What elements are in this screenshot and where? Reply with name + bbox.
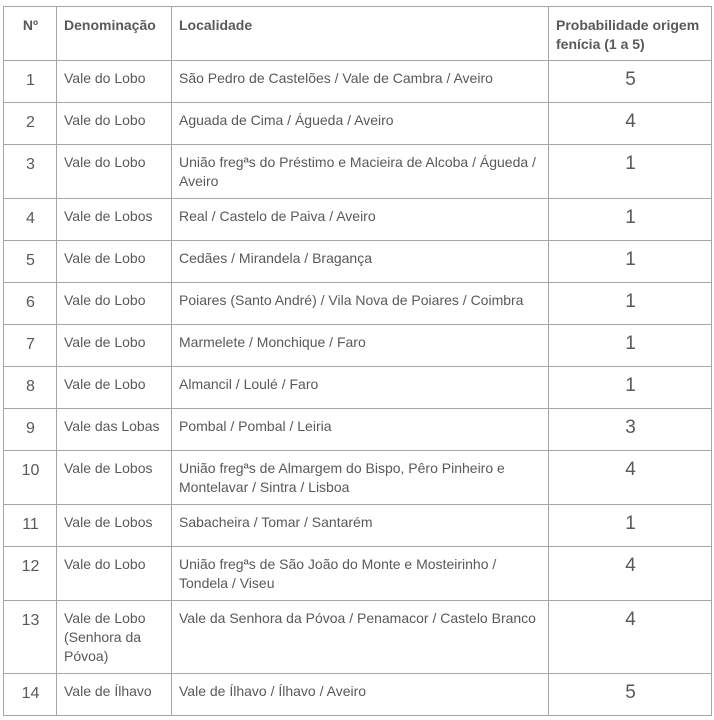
row-locality: Sabacheira / Tomar / Santarém <box>172 505 549 547</box>
table-row <box>4 451 712 505</box>
row-probability: 4 <box>549 601 712 674</box>
row-number: 9 <box>4 409 57 451</box>
row-probability: 1 <box>549 145 712 199</box>
row-locality: Real / Castelo de Paiva / Aveiro <box>172 199 549 241</box>
row-probability: 4 <box>549 547 712 601</box>
row-probability: 1 <box>549 199 712 241</box>
row-locality: Pombal / Pombal / Leiria <box>172 409 549 451</box>
table-row <box>4 367 712 409</box>
row-probability: 5 <box>549 61 712 103</box>
table-row <box>4 199 712 241</box>
row-denomination: Vale de Ílhavo <box>57 674 172 716</box>
row-denomination: Vale de Lobo <box>57 325 172 367</box>
row-locality: União fregªs de São João do Monte e Mosteirinho / Tondela / Viseu <box>172 547 549 601</box>
row-probability: 4 <box>549 451 712 505</box>
row-locality: União fregªs do Préstimo e Macieira de Alcoba / Águeda / Aveiro <box>172 145 549 199</box>
row-number: 4 <box>4 199 57 241</box>
row-locality: Almancil / Loulé / Faro <box>172 367 549 409</box>
header-probability: Probabilidade origem fenícia (1 a 5) <box>549 7 712 61</box>
table-row <box>4 505 712 547</box>
row-locality: Vale da Senhora da Póvoa / Penamacor / Castelo Branco <box>172 601 549 674</box>
row-denomination: Vale de Lobo <box>57 241 172 283</box>
row-locality: Poiares (Santo André) / Vila Nova de Poiares / Coimbra <box>172 283 549 325</box>
row-denomination: Vale de Lobos <box>57 451 172 505</box>
row-denomination: Vale de Lobo <box>57 367 172 409</box>
row-number: 13 <box>4 601 57 674</box>
row-number: 5 <box>4 241 57 283</box>
row-denomination: Vale do Lobo <box>57 61 172 103</box>
row-number: 8 <box>4 367 57 409</box>
table-row <box>4 409 712 451</box>
row-denomination: Vale do Lobo <box>57 547 172 601</box>
row-locality: Marmelete / Monchique / Faro <box>172 325 549 367</box>
row-probability: 1 <box>549 367 712 409</box>
row-number: 14 <box>4 674 57 716</box>
table-row <box>4 241 712 283</box>
table-row <box>4 103 712 145</box>
row-number: 7 <box>4 325 57 367</box>
row-denomination: Vale do Lobo <box>57 283 172 325</box>
row-denomination: Vale do Lobo <box>57 145 172 199</box>
row-probability: 1 <box>549 283 712 325</box>
row-number: 3 <box>4 145 57 199</box>
table-row <box>4 674 712 716</box>
row-locality: Aguada de Cima / Águeda / Aveiro <box>172 103 549 145</box>
header-number: Nº <box>4 7 57 61</box>
table-row <box>4 547 712 601</box>
row-denomination: Vale de Lobos <box>57 199 172 241</box>
row-denomination: Vale das Lobas <box>57 409 172 451</box>
row-number: 1 <box>4 61 57 103</box>
row-denomination: Vale de Lobos <box>57 505 172 547</box>
table-container <box>3 6 711 716</box>
row-locality: União fregªs de Almargem do Bispo, Pêro Pinheiro e Montelavar / Sintra / Lisboa <box>172 451 549 505</box>
row-locality: Vale de Ílhavo / Ílhavo / Aveiro <box>172 674 549 716</box>
row-locality: São Pedro de Castelões / Vale de Cambra / Aveiro <box>172 61 549 103</box>
table-row <box>4 145 712 199</box>
header-locality: Localidade <box>172 7 549 61</box>
row-probability: 1 <box>549 505 712 547</box>
row-denomination: Vale do Lobo <box>57 103 172 145</box>
row-probability: 1 <box>549 325 712 367</box>
row-probability: 5 <box>549 674 712 716</box>
header-row <box>4 7 712 61</box>
table-row <box>4 325 712 367</box>
row-probability: 3 <box>549 409 712 451</box>
header-denomination: Denominação <box>57 7 172 61</box>
row-denomination: Vale de Lobo (Senhora da Póvoa) <box>57 601 172 674</box>
row-probability: 1 <box>549 241 712 283</box>
toponym-table <box>3 6 712 716</box>
table-row <box>4 61 712 103</box>
row-probability: 4 <box>549 103 712 145</box>
table-row <box>4 283 712 325</box>
row-number: 2 <box>4 103 57 145</box>
row-number: 11 <box>4 505 57 547</box>
table-row <box>4 601 712 674</box>
row-number: 6 <box>4 283 57 325</box>
row-locality: Cedães / Mirandela / Bragança <box>172 241 549 283</box>
row-number: 12 <box>4 547 57 601</box>
row-number: 10 <box>4 451 57 505</box>
